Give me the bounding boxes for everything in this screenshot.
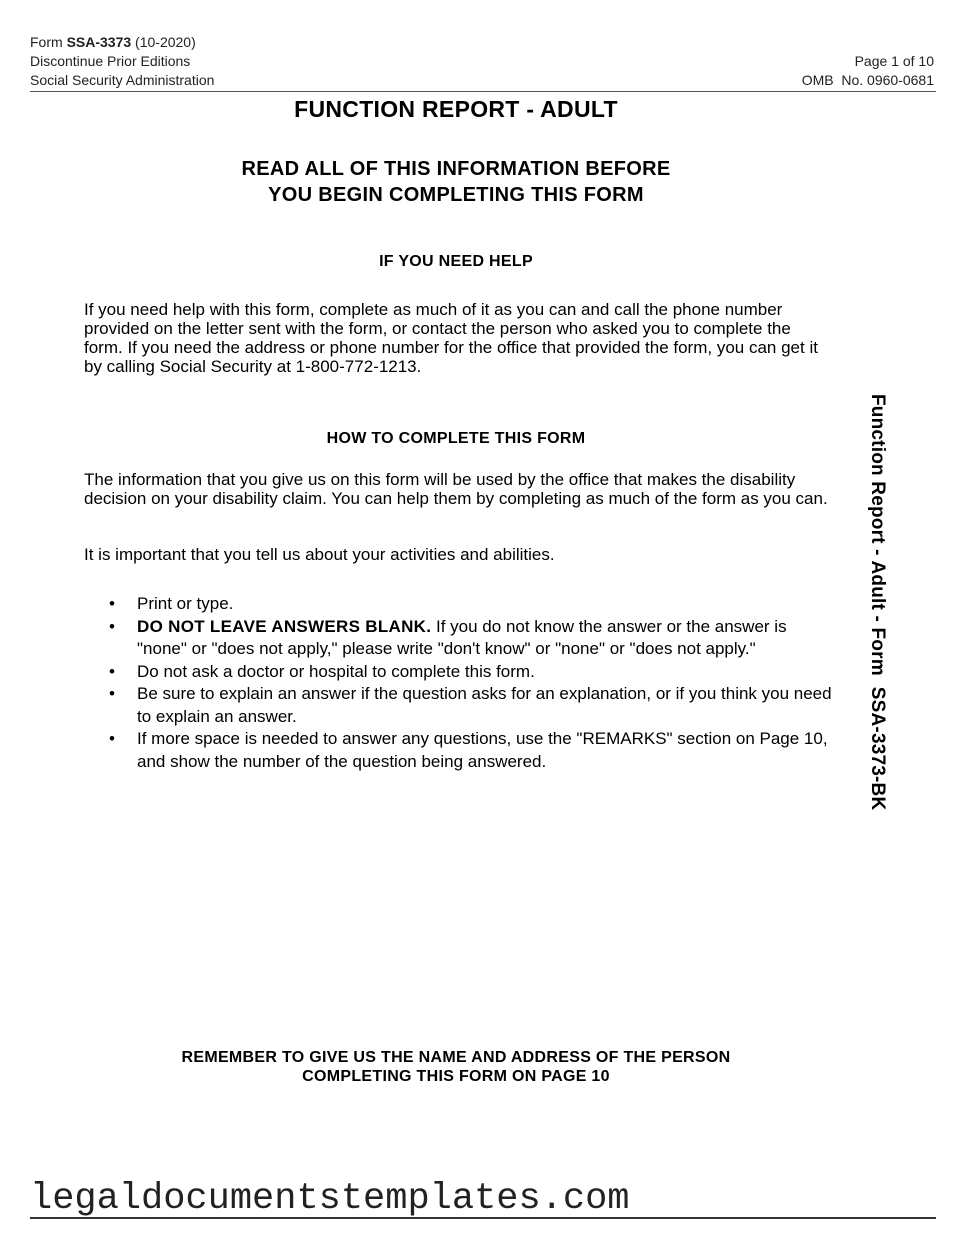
bullet-icon: •	[109, 594, 115, 613]
form-edition: (10-2020)	[135, 34, 196, 50]
page-number: Page 1 of 10	[854, 53, 934, 69]
agency-name: Social Security Administration	[30, 72, 215, 88]
read-all-heading	[0, 156, 912, 208]
form-id-line	[30, 33, 214, 52]
list-item	[84, 683, 832, 728]
remember-line1: REMEMBER TO GIVE US THE NAME AND ADDRESS OF THE PERSON	[181, 1049, 731, 1066]
footer-divider	[30, 1217, 936, 1219]
bullet-icon: •	[109, 661, 115, 681]
how-to-paragraph: The information that you give us on this form will be used by the office that makes the disability decision on your disability claim. You can help them by completing as much of the form as you can.	[84, 470, 828, 508]
form-prefix: Form	[30, 34, 63, 50]
discontinue-note: Discontinue Prior Editions	[30, 53, 191, 69]
watermark-text: legaldocumentstemplates.com	[30, 1178, 630, 1220]
form-header-left	[30, 33, 214, 90]
list-item	[84, 593, 832, 616]
activities-paragraph: It is important that you tell us about your activities and abilities.	[84, 545, 555, 564]
remember-line2: COMPLETING THIS FORM ON PAGE 10	[302, 1068, 610, 1085]
page-title: FUNCTION REPORT - ADULT	[294, 96, 618, 122]
read-all-line1: READ ALL OF THIS INFORMATION BEFORE	[241, 158, 671, 180]
how-to-heading: HOW TO COMPLETE THIS FORM	[326, 430, 586, 447]
bullet-text: If more space is needed to answer any questions, use the "REMARKS" section on Page 10, and show the number of the question being answered.	[137, 729, 828, 771]
bullet-text: Do not ask a doctor or hospital to complete this form.	[137, 661, 535, 681]
bullet-text: If you do not know the answer or the answer is "none" or "does not apply," please write "don't know" or "none" or "does not apply."	[137, 616, 787, 658]
help-paragraph: If you need help with this form, complete as much of it as you can and call the phone number provided on the letter sent with the form, or contact the person who asked you to complete the form. If you need the address or phone number for the office that provided the form, you can get it by calling Social Security at 1-800-772-1213.	[84, 300, 818, 376]
bullet-text: Be sure to explain an answer if the question asks for an explanation, or if you think you need to explain an answer.	[137, 684, 832, 726]
read-all-line2: YOU BEGIN COMPLETING THIS FORM	[268, 184, 644, 206]
help-heading: IF YOU NEED HELP	[379, 253, 533, 270]
side-form-label: Function Report - Adult - Form SSA-3373-BK	[867, 394, 888, 811]
list-item	[84, 728, 832, 773]
list-item	[84, 661, 832, 684]
form-number: SSA-3373	[66, 34, 132, 50]
form-header-right	[802, 52, 934, 90]
list-item	[84, 616, 832, 661]
bullet-icon: •	[109, 729, 115, 748]
remember-note	[0, 1048, 912, 1086]
bullet-text: Print or type.	[137, 594, 234, 613]
bullet-icon: •	[109, 684, 115, 703]
bullet-icon: •	[109, 616, 115, 636]
bullet-bold-text: DO NOT LEAVE ANSWERS BLANK.	[137, 616, 432, 636]
omb-number: OMB No. 0960-0681	[801, 72, 934, 88]
header-divider	[30, 91, 936, 92]
instructions-list	[84, 593, 832, 773]
